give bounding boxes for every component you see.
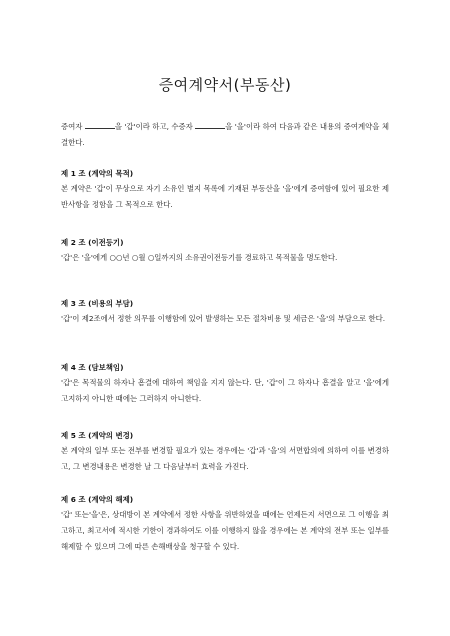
- donor-blank-line: [85, 121, 115, 129]
- article-2-body: '갑'은 '을'에게 ○○년 ○월 ○일까지의 소유권이전등기를 경료하고 목적물을 명도한다.: [61, 253, 338, 262]
- article-3-body: '갑'이 제2조에서 정한 의무를 이행함에 있어 발생하는 모든 절차비용 및 세금은 '을'의 부담으로 한다.: [61, 314, 386, 323]
- article-3-heading: 제 3 조 (비용의 부담): [61, 299, 134, 308]
- article-4-heading: 제 4 조 (담보책임): [61, 363, 124, 372]
- intro-paragraph: [61, 119, 389, 151]
- article-5-heading: 제 5 조 (계약의 변경): [61, 431, 134, 440]
- intro-text-2: 을 '갑'이라 하고, 수증자: [114, 122, 196, 131]
- article-6-body: '갑' 또는'을'은, 상대방이 본 계약에서 정한 사항을 위반하였을 때에는 언제든지 서면으로 그 이행을 최고하고, 최고서에 적시한 기한이 경과하여도 이를 이행하지 않을 경우에는 본 계약의 전부 또는 일부를 해제할 수 있으며 그에 따른 손해배상을 청구할 수 있다.: [61, 510, 389, 551]
- intro-text-3: 을 '을'이라 하여 다음과 같은 내용의 증여계약을 체결한다.: [61, 122, 389, 147]
- article-1-body: 본 계약은 '갑'이 무상으로 자기 소유인 별지 목록에 기재된 부동산을 '을'에게 증여함에 있어 필요한 제반사항을 정함을 그 목적으로 한다.: [61, 184, 389, 209]
- article-6-heading: 제 6 조 (계약의 해제): [61, 495, 134, 504]
- article-1-heading: 제 1 조 (계약의 목적): [61, 169, 134, 178]
- intro-text-1: 증여자: [61, 122, 85, 131]
- donee-blank-line: [195, 121, 225, 129]
- article-4-body: '갑'은 목적물의 하자나 흠결에 대하여 책임을 지지 않는다. 단, '갑'이 그 하자나 흠결을 알고 '을'에게 고지하지 아니한 때에는 그러하지 아니한다.: [61, 378, 389, 403]
- document-title: 증여계약서(부동산): [158, 76, 292, 94]
- article-2-heading: 제 2 조 (이전등기): [61, 238, 124, 247]
- article-5-body: 본 계약의 일부 또는 전부를 변경할 필요가 있는 경우에는 '갑'과 '을'의 서면합의에 의하여 이를 변경하고, 그 변경내용은 변경한 날 그 다음날부터 효력을 가진다.: [61, 446, 389, 471]
